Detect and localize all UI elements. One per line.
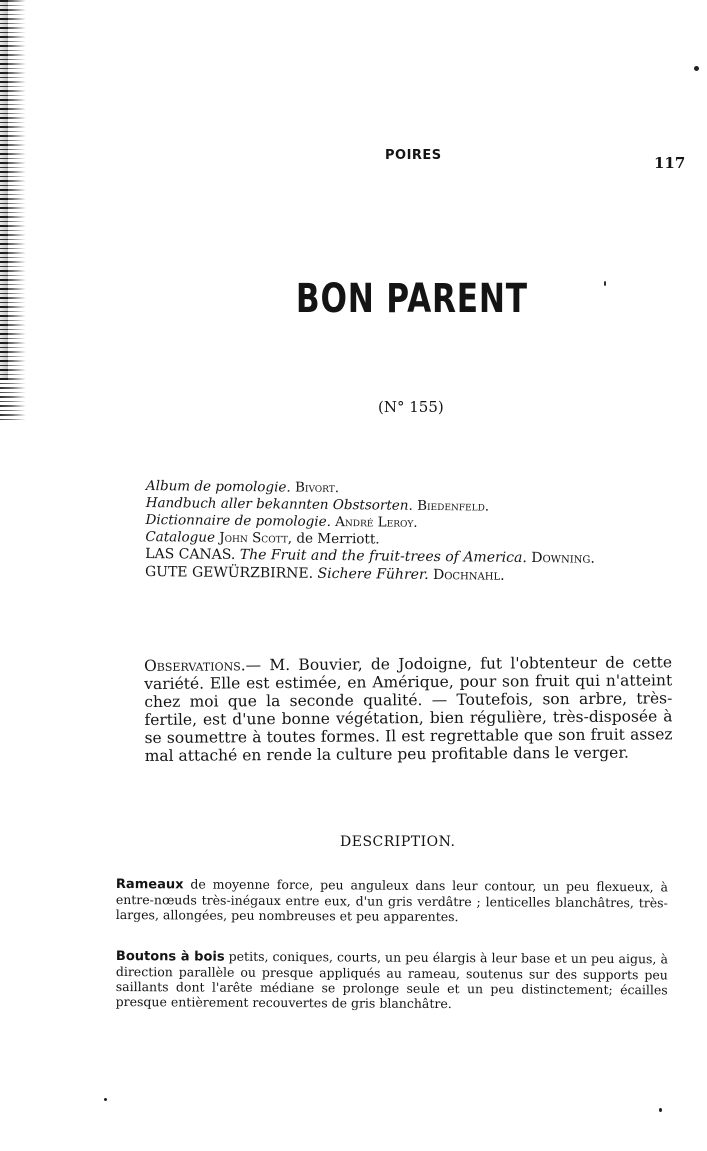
variety-number: (N° 155) — [378, 398, 444, 416]
observations-paragraph — [144, 653, 673, 765]
author: Downing. — [531, 550, 595, 567]
description-boutons — [116, 948, 668, 1012]
description-heading: DESCRIPTION. — [340, 834, 456, 850]
page-number: 117 — [654, 154, 686, 172]
synonym: GUTE GEWÜRZBIRNE. — [144, 563, 314, 582]
author: John Scott — [219, 529, 288, 547]
bibliography — [145, 478, 676, 587]
work-title: The Fruit and the fruit-trees of America. — [239, 546, 527, 566]
scan-edge-noise — [0, 0, 26, 420]
running-head: POIRES — [385, 148, 442, 163]
scan-speck — [604, 281, 606, 286]
observations-label: Observations. — [144, 656, 246, 675]
author: André Leroy. — [335, 513, 418, 531]
synonym: LAS CANAS. — [145, 545, 236, 563]
scan-speck — [104, 1098, 107, 1101]
description-text: de moyenne force, peu anguleux dans leur contour, un peu flexueux, à entre-nœuds très-inégaux entre eux, d'un gris verdâtre ; lenticelles blanchâtres, très-larges, allongées, peu nombreuses et peu apparentes. — [115, 876, 668, 925]
observations-text: — M. Bouvier, de Jodoigne, fut l'obtenteur de cette variété. Elle est estimée, en Amérique, pour son fruit qui n'atteint chez moi que la seconde qualité. — Toutefois, son arbre, très-fertile, est d'une bonne végétation, bien régulière, très-disposée à se soumettre à toutes formes. Il est regrettable que son fruit assez mal attaché en rende la culture peu profitable dans le verger. — [144, 653, 673, 765]
description-term: Boutons à bois — [115, 949, 225, 965]
scan-speck — [694, 66, 699, 71]
page-title — [91, 276, 642, 322]
author: Bivort. — [294, 479, 340, 497]
work-title: Dictionnaire de pomologie. — [145, 511, 332, 530]
author: Dochnahl. — [432, 566, 505, 584]
description-rameaux — [116, 876, 668, 925]
title-text: BON PARENT — [295, 276, 528, 322]
scan-speck — [659, 1108, 662, 1112]
author-suffix: , de Merriott. — [287, 530, 380, 548]
work-title: Handbuch aller bekannten Obstsorten. — [145, 494, 413, 514]
description-term: Rameaux — [115, 877, 184, 893]
work-title: Sichere Führer. — [317, 565, 429, 583]
description-text: petits, coniques, courts, un peu élargis à leur base et un peu aigus, à direction parallèle ou presque appliqués au rameau, soutenus sur des supports peu saillants dont l'arête médiane se prolonge seule et un peu distinctement; écailles presque entièrement recouvertes de gris blanchâtre. — [115, 948, 668, 1012]
work-title: Album de pomologie. — [145, 478, 291, 496]
author: Biedenfeld. — [417, 497, 490, 515]
work-title: Catalogue — [145, 528, 216, 546]
